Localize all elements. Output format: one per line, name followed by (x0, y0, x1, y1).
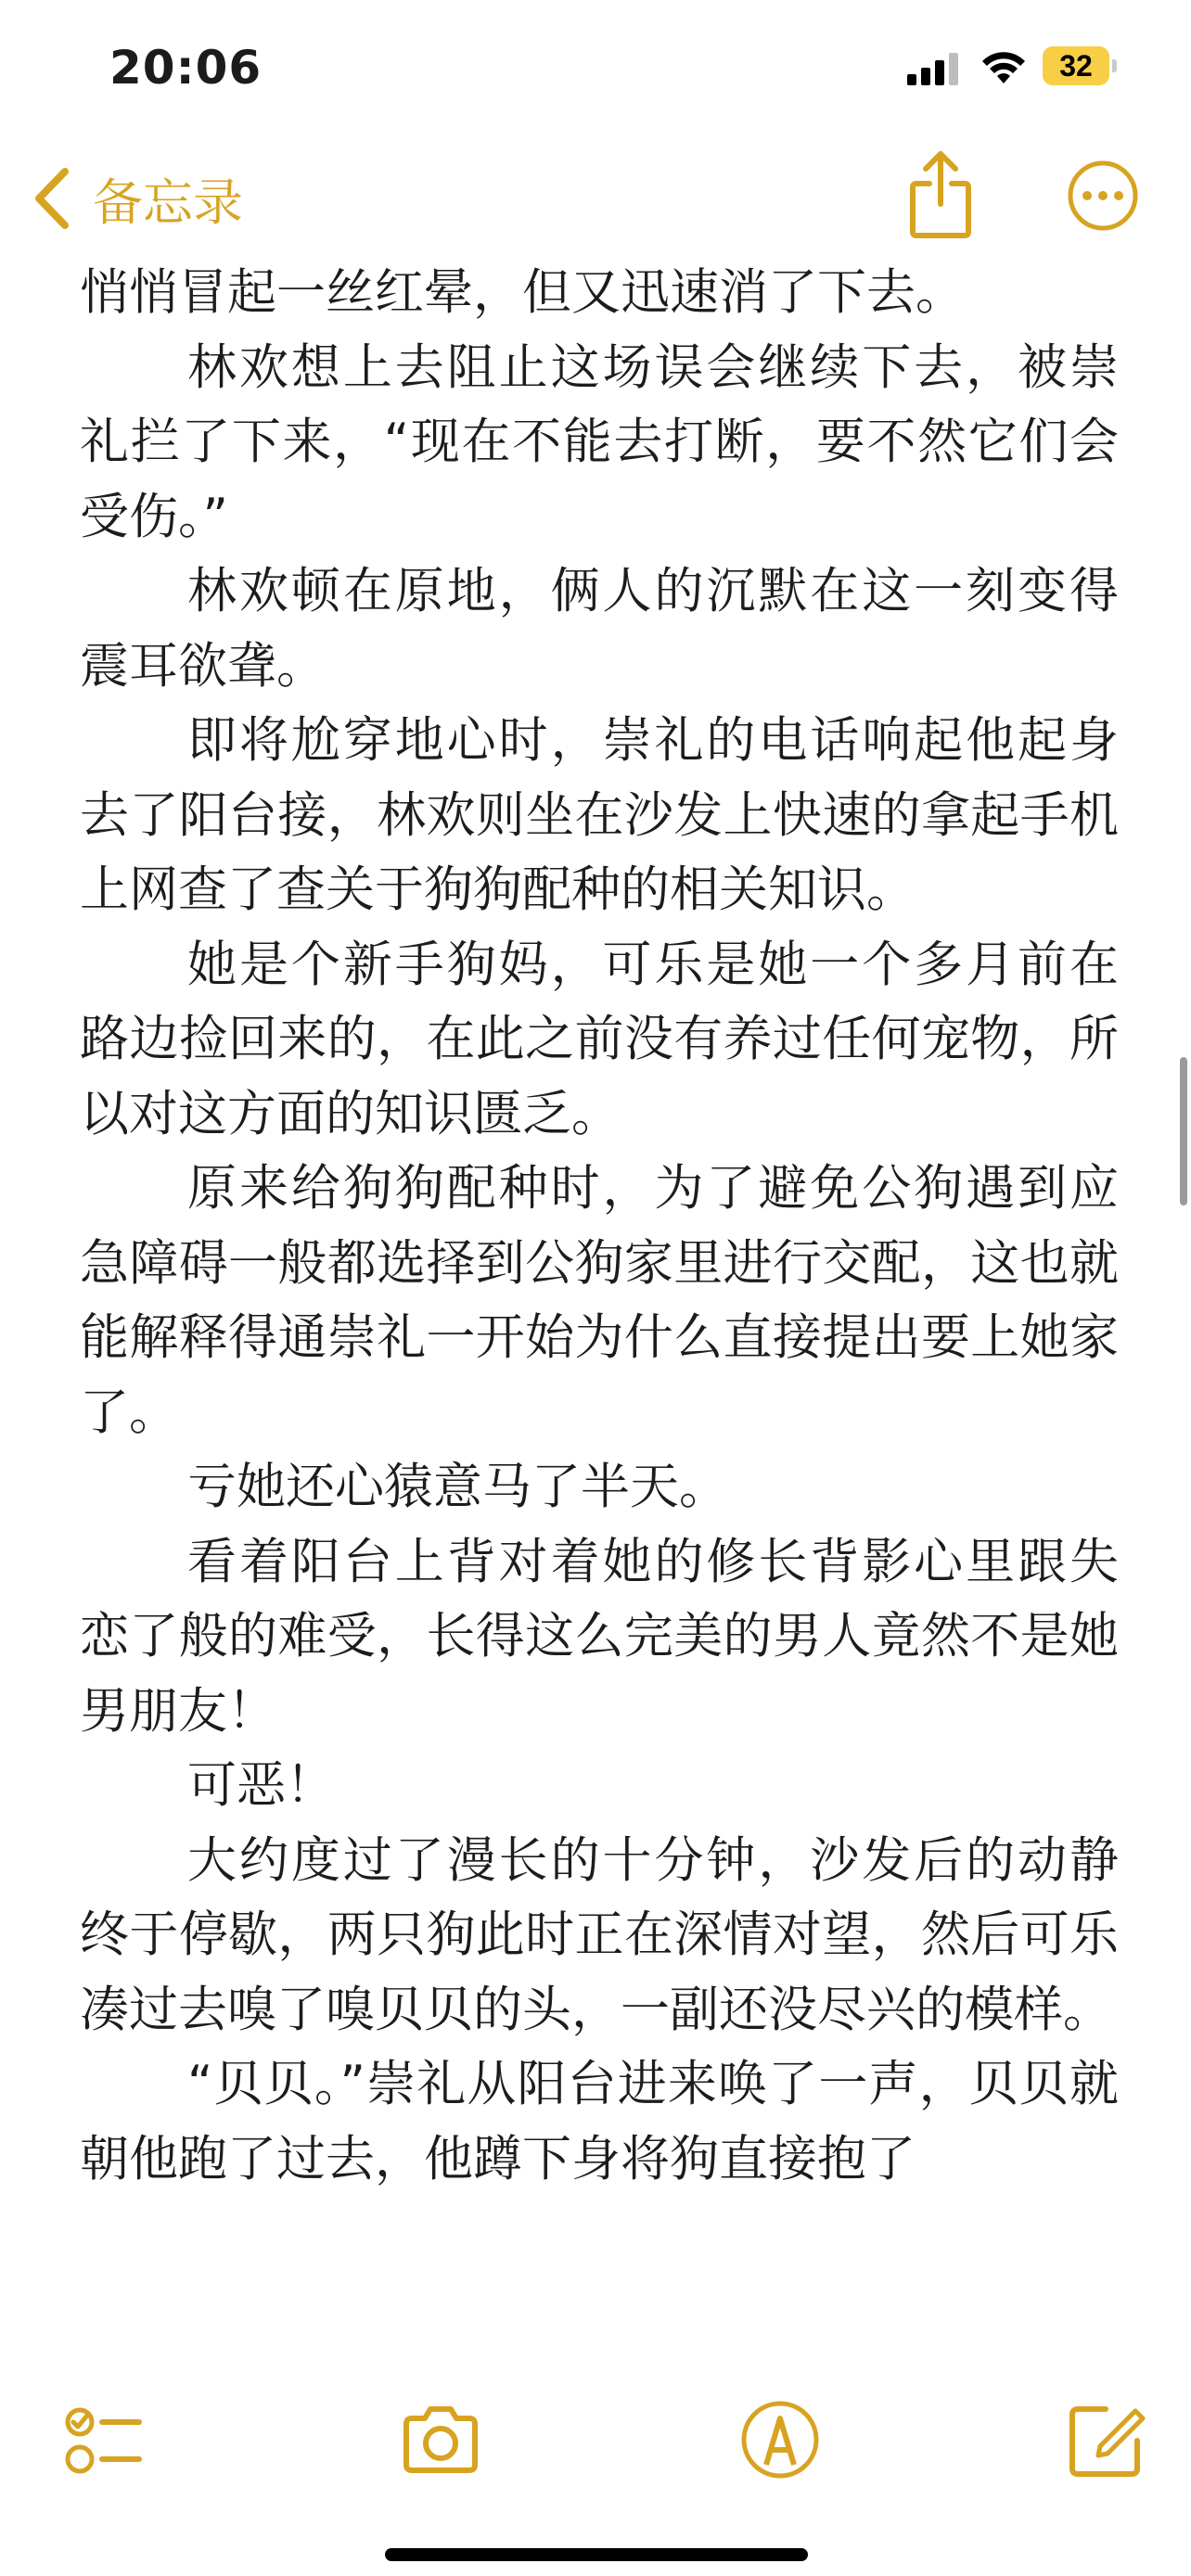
paragraph: 看着阳台上背对着她的修长背影心里跟失恋了般的难受，长得这么完美的男人竟然不是她男朋友！ (80, 1533, 1119, 1740)
back-button[interactable] (32, 161, 243, 236)
paragraph: 她是个新手狗妈，可乐是她一个多月前在路边捡回来的，在此之前没有养过任何宠物，所以对这方面的知识匮乏。 (80, 936, 1119, 1142)
status-bar (0, 0, 1191, 139)
back-label: 备忘录 (93, 172, 243, 232)
paragraph: 即将尬穿地心时，崇礼的电话响起他起身去了阳台接，林欢则坐在沙发上快速的拿起手机上网查了查关于狗狗配种的相关知识。 (80, 712, 1119, 918)
clock: 20:06 (109, 41, 263, 95)
paragraph: 原来给狗狗配种时，为了避免公狗遇到应急障碍一般都选择到公狗家里进行交配，这也就能解释得通崇礼一开始为什么直接提出要上她家了。 (80, 1160, 1119, 1441)
chevron-left-icon (32, 166, 72, 231)
paragraph: 可恶！ (187, 1757, 335, 1814)
markup-pen-icon[interactable] (738, 2398, 822, 2481)
battery-level: 32 (1059, 49, 1093, 83)
note-body[interactable] (80, 256, 1119, 2296)
compose-icon[interactable] (1065, 2398, 1148, 2481)
share-icon[interactable] (907, 148, 974, 241)
paragraph: 悄悄冒起一丝红晕，但又迅速消了下去。 (80, 264, 965, 321)
paragraph: “贝贝。”崇礼从阳台进来唤了一声，贝贝就朝他跑了过去，他蹲下身将狗直接抱了 (80, 2056, 1119, 2187)
home-indicator[interactable] (385, 2548, 808, 2561)
bottom-toolbar (0, 2365, 1191, 2504)
camera-icon[interactable] (399, 2398, 482, 2481)
cellular-signal-icon (907, 52, 959, 85)
paragraph: 林欢想上去阻止这场误会继续下去，被崇礼拦了下来，“现在不能去打断，要不然它们会受伤。” (80, 338, 1119, 545)
checklist-icon[interactable] (61, 2398, 145, 2481)
wifi-icon (980, 48, 1028, 85)
navigation-bar (0, 139, 1191, 260)
scroll-indicator[interactable] (1180, 1057, 1187, 1205)
paragraph: 亏她还心猿意马了半天。 (187, 1459, 728, 1515)
paragraph: 大约度过了漫长的十分钟，沙发后的动静终于停歇，两只狗此时正在深情对望，然后可乐凑过去嗅了嗅贝贝的头，一副还没尽兴的模样。 (80, 1831, 1119, 2038)
battery-icon (1043, 46, 1119, 85)
paragraph: 林欢顿在原地，俩人的沉默在这一刻变得震耳欲聋。 (80, 563, 1119, 695)
more-options-icon[interactable] (1067, 159, 1139, 232)
